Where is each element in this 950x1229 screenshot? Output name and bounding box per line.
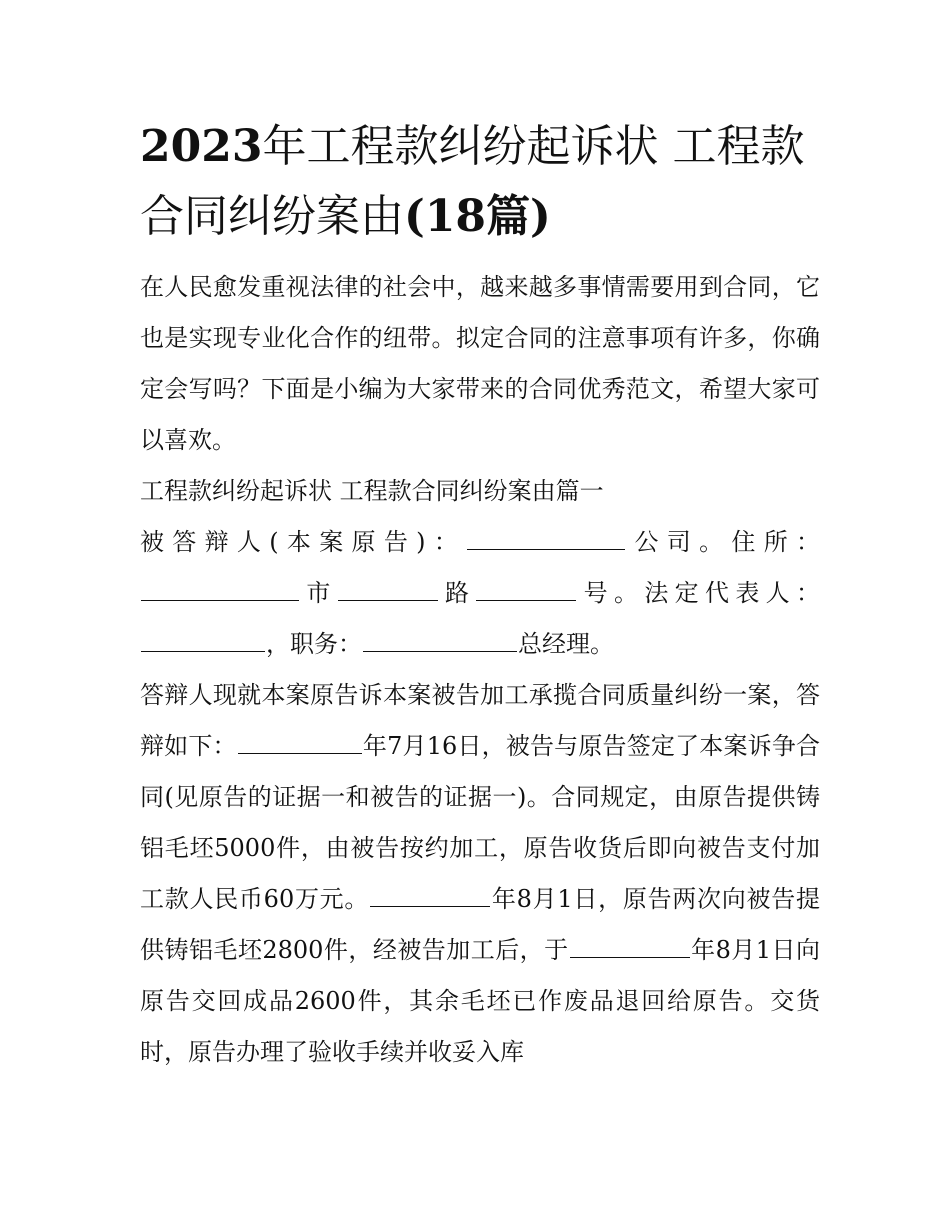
- body-text-3: 年8月1日，原告两次向被告提供铸铝毛坯2800件，经被告加工后，于: [140, 885, 820, 964]
- road-blank: [338, 574, 438, 601]
- party-company-suffix: 公司。住所：: [626, 528, 820, 556]
- document-page: [140, 112, 820, 1078]
- year-blank-1: [238, 727, 362, 754]
- party-label: 被答辩人(本案原告)：: [140, 528, 467, 556]
- party-road-suffix: 路: [438, 579, 476, 607]
- party-position-suffix: 总经理。: [518, 630, 614, 658]
- document-title: [140, 112, 820, 252]
- year-blank-2: [370, 880, 490, 907]
- position-blank: [363, 625, 517, 652]
- year-blank-3: [570, 931, 690, 958]
- title-unit: 篇): [486, 191, 551, 242]
- city-blank: [141, 574, 299, 601]
- party-representative-label: 号。法定代表人：: [577, 579, 821, 607]
- party-paragraph: [140, 517, 820, 670]
- body-text-4: 年8月1日向原告交回成品2600件，其余毛坯已作废品退回给原告。交货时，原告办理了验收手续并收妥入库: [140, 936, 820, 1066]
- company-blank: [467, 523, 625, 550]
- body-text-1: 答辩人现就本案原告诉本案被告加工承揽合同质量纠纷一案，答辩如下：: [140, 681, 820, 760]
- title-year: 2023: [140, 121, 263, 172]
- body-paragraph: [140, 670, 820, 1078]
- title-text: 年工程款纠纷起诉状 工程款合同纠纷案由: [140, 121, 805, 242]
- body-text-2: 年7月16日，被告与原告签定了本案诉争合同(见原告的证据一和被告的证据一)。合同规定，由原告提供铸铝毛坯5000件，由被告按约加工，原告收货后即向被告支付加工款人民币60万元。: [140, 732, 821, 913]
- party-position-label: ，职务：: [266, 630, 362, 658]
- title-count: (18: [404, 191, 487, 242]
- section-heading: 工程款纠纷起诉状 工程款合同纠纷案由篇一: [140, 477, 604, 505]
- representative-blank: [141, 625, 265, 652]
- number-blank: [476, 574, 576, 601]
- intro-paragraph: 在人民愈发重视法律的社会中，越来越多事情需要用到合同，它也是实现专业化合作的纽带。拟定合同的注意事项有许多，你确定会写吗？下面是小编为大家带来的合同优秀范文，希望大家可以喜欢。: [140, 273, 820, 454]
- party-city-suffix: 市: [300, 579, 337, 607]
